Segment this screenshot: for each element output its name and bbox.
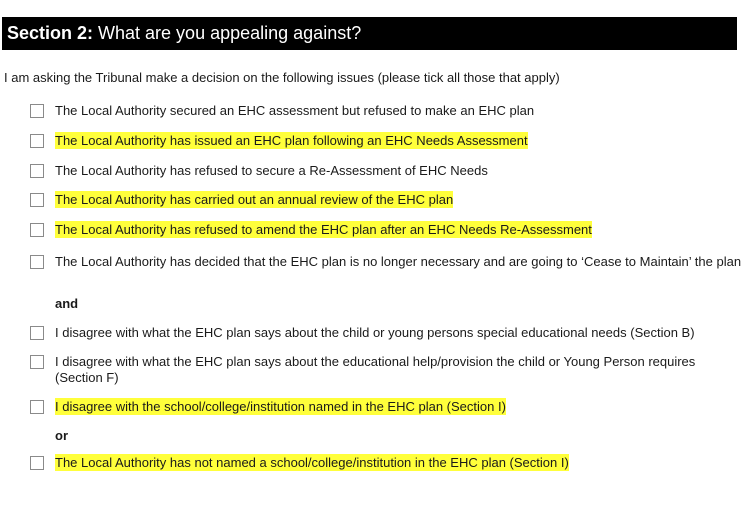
checkbox[interactable]	[30, 134, 44, 148]
checkbox[interactable]	[30, 255, 44, 269]
section-title: What are you appealing against?	[93, 23, 362, 43]
option-label	[55, 455, 745, 471]
option-label	[55, 399, 745, 415]
highlighted-text: The Local Authority has issued an EHC plan following an EHC Needs Assessment	[55, 133, 528, 148]
option-label: I disagree with what the EHC plan says about the child or young persons special educational needs (Section B)	[55, 325, 695, 340]
option-label: The Local Authority secured an EHC assessment but refused to make an EHC plan	[55, 103, 535, 118]
option-label	[55, 192, 745, 208]
checkbox[interactable]	[30, 326, 44, 340]
conjunction-and: and	[55, 296, 79, 311]
checkbox[interactable]	[30, 104, 44, 118]
conjunction-or: or	[55, 428, 68, 443]
checkbox[interactable]	[30, 355, 44, 369]
checkbox[interactable]	[30, 164, 44, 178]
section-number: Section 2:	[7, 23, 94, 43]
checkbox[interactable]	[30, 193, 44, 207]
checkbox[interactable]	[30, 456, 44, 470]
option-label: I disagree with what the EHC plan says about the educational help/provision the child or Young Person requires (Section F)	[55, 354, 696, 385]
option-label	[55, 133, 745, 149]
option-label: The Local Authority has decided that the EHC plan is no longer necessary and are going to ‘Cease to Maintain’ the plan	[55, 254, 742, 269]
intro-text: I am asking the Tribunal make a decision on the following issues (please tick all those that apply)	[4, 70, 560, 85]
option-label: The Local Authority has refused to secure a Re-Assessment of EHC Needs	[55, 163, 488, 178]
highlighted-text: The Local Authority has carried out an annual review of the EHC plan	[55, 192, 454, 207]
highlighted-text: The Local Authority has not named a school/college/institution in the EHC plan (Section I)	[55, 455, 569, 470]
option-label	[55, 222, 745, 238]
checkbox[interactable]	[30, 223, 44, 237]
highlighted-text: I disagree with the school/college/institution named in the EHC plan (Section I)	[55, 399, 506, 414]
checkbox[interactable]	[30, 400, 44, 414]
highlighted-text: The Local Authority has refused to amend the EHC plan after an EHC Needs Re-Assessment	[55, 222, 592, 237]
section-header	[2, 17, 737, 50]
